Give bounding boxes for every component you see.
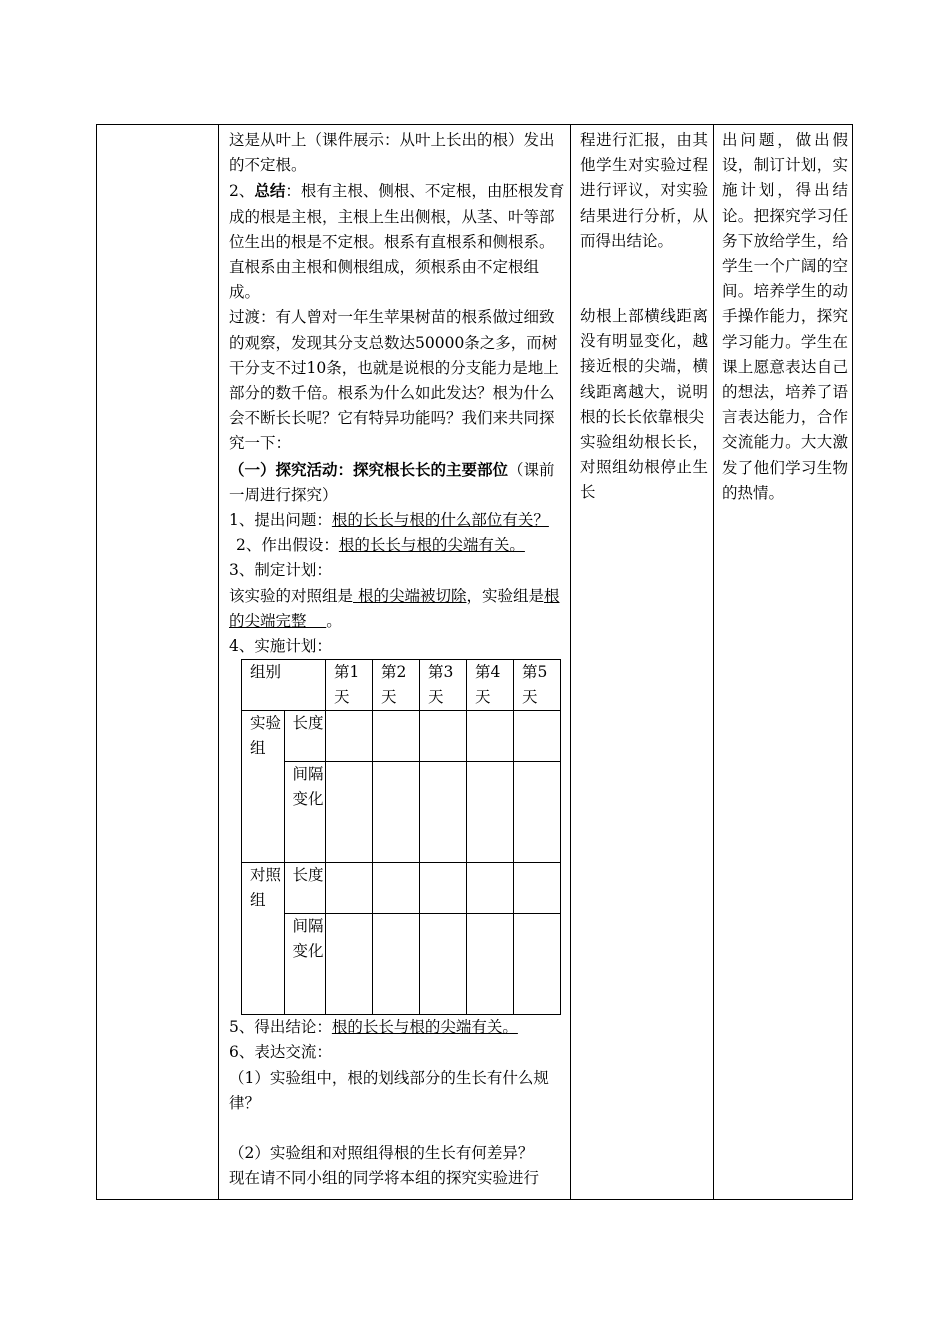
paragraph: 这是从叶上（课件展示：从叶上长出的根）发出的不定根。 (229, 131, 555, 175)
table-cell (373, 863, 420, 914)
header-group: 组别 (242, 660, 326, 711)
day-header: 第1天 (326, 660, 373, 711)
experiment-group-label: 实验组 (242, 711, 285, 863)
transition-paragraph: 过渡：有人曾对一年生苹果树苗的根系做过细致的观察，发现其分支总数达50000条之多，而树干分支不过10条，也就是说根的分支能力是地上部分的数千倍。根系为什么如此发达？根为什么会不断长长呢？它有特异功能吗？我们来共同探究一下： (229, 308, 559, 453)
question-1: （1）实验组中，根的划线部分的生长有什么规律？ (229, 1068, 549, 1112)
paragraph: 出问题，做出假设，制订计划，实施计划，得出结论。把探究学习任务下放给学生，给学生一个广阔的空间。培养学生的动手操作能力，探究学习能力。学生在课上愿意表达自己的想法，培养了语言表达能力，合作交流能力。大大激发了他们学习生物的热情。 (722, 131, 848, 502)
table-cell (373, 914, 420, 1015)
table-cell (420, 863, 467, 914)
step-conclusion: 5、得出结论：根的长长与根的尖端有关。 (229, 1018, 518, 1037)
table-cell (420, 914, 467, 1015)
table-cell (514, 762, 561, 863)
table-cell (373, 711, 420, 762)
design-intent-column (722, 128, 848, 506)
interval-label: 间隔变化 (284, 914, 325, 1015)
step-question: 1、提出问题：根的长长与根的什么部位有关？ (229, 511, 549, 530)
table-cell (514, 711, 561, 762)
table-cell (326, 711, 373, 762)
table-cell (467, 863, 514, 914)
column-divider (570, 125, 571, 1199)
interval-label: 间隔变化 (284, 762, 325, 863)
table-cell (326, 863, 373, 914)
table-cell (420, 711, 467, 762)
table-cell (514, 914, 561, 1015)
length-label: 长度 (284, 863, 325, 914)
question-2: （2）实验组和对照组得根的生长有何差异？ (229, 1144, 534, 1163)
paragraph: 现在请不同小组的同学将本组的探究实验进行 (229, 1169, 540, 1188)
lesson-table (96, 124, 853, 1200)
day-header: 第3天 (420, 660, 467, 711)
summary-paragraph: 2、总结：根有主根、侧根、不定根，由胚根发育成的根是主根，主根上生出侧根，从茎、叶等部位生出的根是不定根。根系有直根系和侧根系。直根系由主根和侧根组成，须根系由不定根组成。 (229, 181, 565, 302)
length-label: 长度 (284, 711, 325, 762)
table-cell (373, 762, 420, 863)
day-header: 第5天 (514, 660, 561, 711)
table-cell (514, 863, 561, 914)
column-divider (218, 125, 219, 1199)
day-header: 第4天 (467, 660, 514, 711)
control-group-label: 对照组 (242, 863, 285, 1015)
table-cell (467, 762, 514, 863)
table-cell (420, 762, 467, 863)
paragraph: 程进行汇报，由其他学生对实验过程进行评议，对实验结果进行分析，从而得出结论。 (580, 131, 708, 250)
table-cell (326, 762, 373, 863)
activity-heading: （一）探究活动：探究根长长的主要部位（课前一周进行探究） (229, 459, 555, 504)
step-hypothesis: 2、作出假设：根的长长与根的尖端有关。 (236, 536, 525, 555)
column-divider (713, 125, 714, 1199)
student-activity-column (580, 128, 708, 506)
teaching-content-column (229, 128, 565, 1191)
table-cell (467, 914, 514, 1015)
plan-detail: 该实验的对照组是 根的尖端被切除，实验组是根的尖端完整 。 (229, 586, 560, 630)
step-communicate: 6、表达交流： (229, 1043, 332, 1062)
paragraph: 实验组幼根长长，对照组幼根停止生长 (580, 433, 708, 502)
experiment-record-table (241, 659, 561, 1015)
step-plan: 3、制定计划： (229, 561, 332, 580)
paragraph: 幼根上部横线距离没有明显变化，越接近根的尖端，横线距离越大，说明根的长长依靠根尖 (580, 307, 708, 426)
step-implement: 4、实施计划： (229, 637, 332, 656)
table-cell (467, 711, 514, 762)
day-header: 第2天 (373, 660, 420, 711)
table-cell (326, 914, 373, 1015)
